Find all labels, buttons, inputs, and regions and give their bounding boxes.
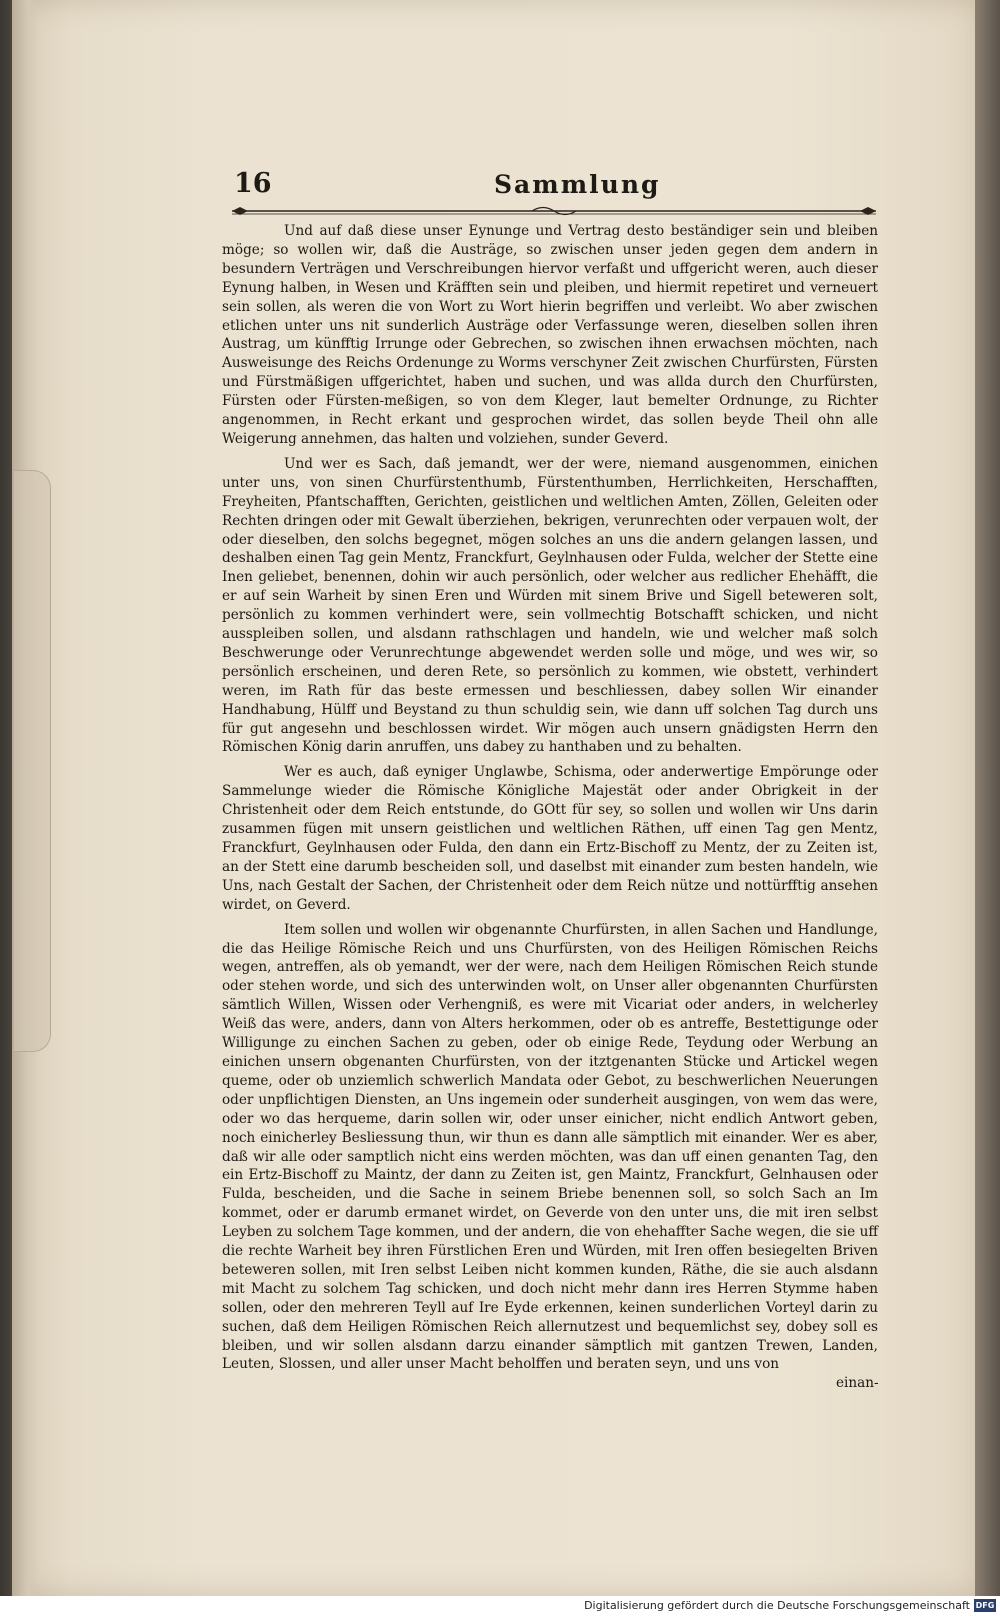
dfg-logo: DFG [975,1601,995,1610]
page-tab-outline [14,470,51,1052]
footer-bar [0,1596,1000,1616]
page-edge-shadow [975,0,1000,1596]
main-text [222,222,878,1374]
catchword: einan- [836,1375,879,1391]
paragraph: Und wer es Sach, daß jemandt, wer der were, niemand ausgenommen, einichen unter uns, von sinen Churfürstenthumb, Fürstenthumben, Herrlichkeiten, Herschafften, Freyheiten, Pfantschafften, Gerichten, geistlichen und weltlichen Amten, Zöllen, Geleiten oder Rechten dringen oder mit Gewalt überziehen, bekrigen, verunrechten oder verpauen wolt, der oder dieselben, den solchs begegnet, mögen solches an uns die andern gelangen lassen, und deshalben einen Tag gein Mentz, Franckfurt, Geylnhausen oder Fulda, welcher der Stette eine Inen geliebet, benennen, dohin wir auch persönlich, oder welcher aus redlicher Ehehäfft, die er auf sein Warheit by sinen Eren und Würden mit sinem Brive und Sigell beteweren solt, persönlich zu kommen verhindert were, sein vollmechtig Botschafft schicken, und nicht ausspleiben sollen, und alsdann rathschlagen und handeln, wie und welcher maß solch Beschwerunge oder Verunrechtunge abgewendet werden solle und möge, und wes wir, so persönlich erscheinen, und deren Rete, so persönlich zu kommen, wie obstett, verhindert weren, im Rath für das beste ermessen und beschliessen, dabey sollen Wir einander Handhabung, Hülff und Beystand zu thun schuldig sein, wie dann uff solchen Tag durch uns für gut angesehn und beschlossen wirdet. Wir mögen auch unsern gnädigsten Herrn den Römischen König darin anruffen, uns dabey zu hanthaben und zu behalten. [222,455,878,756]
paragraph: Item sollen und wollen wir obgenannte Churfürsten, in allen Sachen und Handlunge, die das Heilige Römische Reich und uns Churfürsten, von des Heiligen Römischen Reichs wegen, antreffen, als ob yemandt, wer der were, nach dem Heiligen Römischen Reich stunde oder stehen worde, und sich des unterwinden wolt, on Unser aller obgenannten Churfürsten sämtlich Willen, Wissen oder Verhengniß, es were mit Vicariat oder anders, in welcherley Weiß das were, anders, dann von Alters herkommen, oder ob es antreffe, Bestettigunge oder Willigunge zu einchen Sachen zu geben, oder ob einige Rede, Teydung oder Werbung an einichen unsern obgenanten Churfürsten, von der itztgenanten Stücke und Artickel wegen queme, oder ob unziemlich schwerlich Mandata oder Gebot, zu beschwerlichen Neuerungen oder unpflichtigen Diensten, an Uns ingemein oder sunderheit ausgingen, von wem das were, oder wo das herqueme, darin sollen wir, oder unser einicher, nicht endlich Antwort geben, noch einicherley Besliessung thun, wir thun es dann alle sämptlich mit einander. Wer es aber, daß wir alle oder samptlich nicht eins werden möchten, was dan uff einen genanten Tag, den ein Ertz-Bischoff zu Maintz, der dann zu Zeiten ist, gen Maintz, Franckfurt, Gelnhausen oder Fulda, bescheiden, und die Sache in seinem Briebe benennen soll, so solch Sach an Im kommet, oder er darumb ermanet wirdet, on Geverde von den unter uns, die mit iren selbst Leyben zu solchem Tage kommen, und der andern, die von ehehaffter Sache wegen, die sie uff die rechte Warheit bey ihren Fürstlichen Eren und Würden, mit Iren offen besiegelten Briven beteweren sollen, mit Iren selbst Leiben nicht kommen kunden, Räthe, die sie auch alsdann mit Macht zu solchem Tag schicken, und doch nicht mehr dann ires Herren Stymme haben sollen, oder den mehreren Teyll auf Ire Eyde erkennen, keinen sunderlichen Vorteyl darin zu suchen, daß dem Heiligen Römischen Reich allernutzest und bequemlichst sey, dobey soll es bleiben, und wir sollen alsdann darzu einander sämptlich mit gantzen Trewen, Landen, Leuten, Slossen, und aller unser Macht beholffen und beraten seyn, und uns von [222,921,878,1373]
running-head: Sammlung [494,170,661,199]
paragraph: Wer es auch, daß eyniger Unglawbe, Schisma, oder anderwertige Empörunge oder Sammelunge wieder die Römische Königliche Majestät oder ander Obrigkeit in der Christenheit oder dem Reich entstunde, do GOtt für sey, so sollen und wollen wir Uns darin zusammen fügen mit unsern geistlichen und weltlichen Räthen, uff einen Tag gen Mentz, Franckfurt, Geylnhausen oder Fulda, den dann ein Ertz-Bischoff zu Mentz, der zu Zeiten ist, an der Stett eine darumb bescheiden soll, und daselbst mit einander zum besten handeln, wie Uns, nach Gestalt der Sachen, der Christenheit oder dem Reich nütze und nottürfftig ansehen wirdet, on Geverd. [222,764,878,913]
page-number: 16 [234,168,272,199]
header-ornament-rule [232,205,876,217]
footer-credit: Digitalisierung gefördert durch die Deutsche Forschungsgemeinschaft [584,1599,970,1612]
paragraph: Und auf daß diese unser Eynunge und Vertrag desto beständiger sein und bleiben möge; so wollen wir, daß die Austräge, so zwischen unser jeden gegen dem andern in besundern Verträgen und Verschreibungen hiervor verfaßt und uffgericht weren, auch dieser Eynung halben, in Wesen und Kräfften sein und pleiben, und hiermit repetiret und verneuert sein sollen, als weren die von Wort zu Wort hierin begriffen und verleibt. Wo aber zwischen etlichen unter uns nit sunderlich Austräge oder Verfassunge weren, dieselben sollen ihren Austrag, um künfftig Irrunge oder Gebrechen, so zwischen ihnen erwachsen möchten, nach Ausweisunge des Reichs Ordenunge zu Worms verschyner Zeit zwischen Churfürsten, Fürsten und Fürstmäßigen uffgerichtet, haben und suchen, und was allda durch den Churfürsten, Fürsten oder Fürsten-meßigen, so von dem Kleger, laut bemelter Ordnunge, zu Richter angenommen, in Recht erkant und gesprochen wirdet, das sollen beyde Theil ohn alle Weigerung annehmen, das halten und volziehen, sunder Geverd. [222,223,878,447]
page-header [234,168,874,204]
